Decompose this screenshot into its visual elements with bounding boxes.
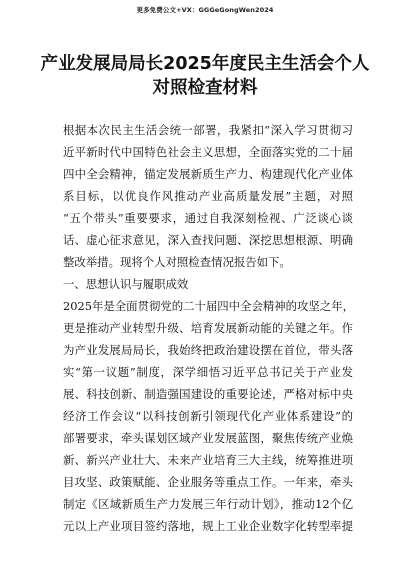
document-title-line-1: 产业发展局局长2025年度民主生活会个人 (40, 54, 370, 74)
paragraph-line: 系目标，以优良作风推动产业高质量发展”主题，对照 (63, 189, 353, 203)
paragraph-line: 展、科技创新、制造强国建设的重要论述，严格对标中央 (63, 387, 353, 401)
paragraph-line: 实“第一议题”制度，深学细悟习近平总书记关于产业发 (63, 365, 353, 379)
paragraph-line: 新、新兴产业壮大、未来产业培育三大主线，统筹推进项 (63, 453, 353, 467)
paragraph-line: 制定《区域新质生产力发展三年行动计划》，推动12个亿 (63, 497, 353, 511)
paragraph-line: 四中全会精神，锚定发展新质生产力、构建现代化产业体 (63, 167, 353, 181)
paragraph-line: 为产业发展局局长，我始终把政治建设摆在首位，带头落 (63, 343, 353, 357)
paragraph-line: 根据本次民主生活会统一部署，我紧扣“深入学习贯彻习 (63, 123, 353, 137)
paragraph-line: 经济工作会议“以科技创新引领现代化产业体系建设”的 (63, 409, 353, 423)
paragraph-line: 元以上产业项目签约落地，规上工业企业数字化转型率提 (63, 519, 353, 533)
section-heading: 一、思想认识与履职成效 (63, 277, 189, 291)
header-note: 更多免费公文+VX：GGGeGongWen2024 (136, 6, 274, 14)
paragraph-line: 更是推动产业转型升级、培育发展新动能的关键之年。作 (63, 321, 353, 335)
document-title-line-2: 对照检查材料 (152, 78, 258, 98)
paragraph-line: 话、虚心征求意见，深入查找问题、深挖思想根源、明确 (63, 233, 353, 247)
paragraph-line: 目攻坚、政策赋能、企业服务等重点工作。一年来，牵头 (63, 475, 353, 489)
paragraph-line: 部署要求，牵头谋划区域产业发展蓝图，聚焦传统产业焕 (63, 431, 353, 445)
paragraph-line: 2025年是全面贯彻党的二十届四中全会精神的攻坚之年， (63, 299, 354, 313)
paragraph-line: “五个带头”重要要求，通过自我深刻检视、广泛谈心谈 (63, 211, 353, 225)
paragraph-line: 整改举措。现将个人对照检查情况报告如下。 (63, 255, 291, 269)
paragraph-line: 近平新时代中国特色社会主义思想，全面落实党的二十届 (63, 145, 353, 159)
document-body (63, 119, 353, 537)
